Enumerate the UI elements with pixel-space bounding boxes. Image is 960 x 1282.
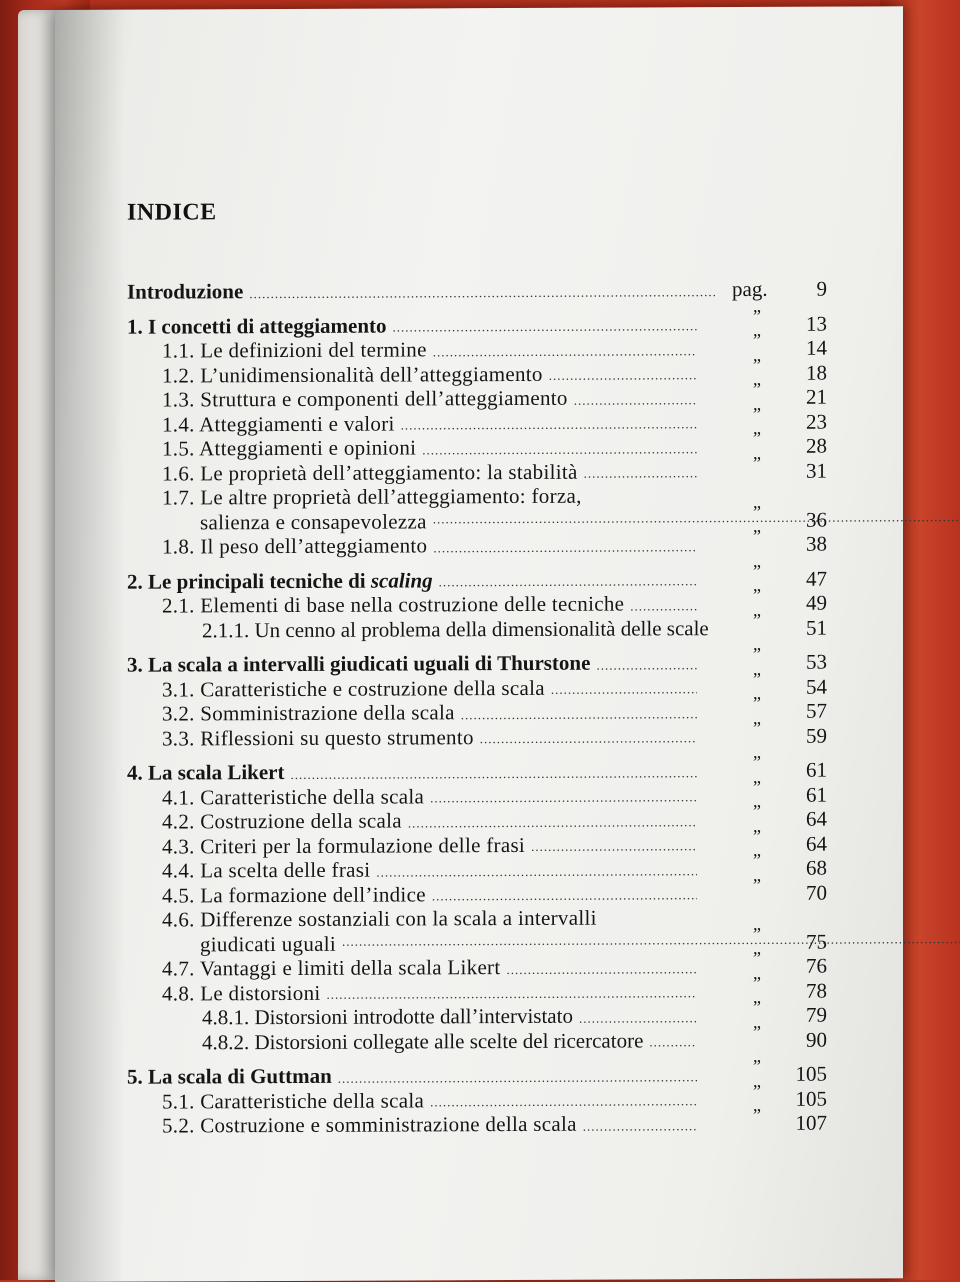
leader-dots <box>433 506 960 534</box>
ditto-mark: ” <box>753 560 761 581</box>
toc-entry-title: 3.3. Riflessioni su questo strumento <box>162 724 474 751</box>
toc-entry <box>127 378 827 412</box>
toc-entry <box>127 1021 827 1054</box>
toc-entry-title: 4.6. Differenze sostanziali con la scala a intervalli <box>162 905 597 932</box>
leader-dots <box>507 959 698 980</box>
toc-entry-title: 4.8.1. Distorsioni introdotte dall’intervistato <box>202 1003 573 1030</box>
toc-entry-title: 5.2. Costruzione e somministrazione della scala <box>162 1111 577 1138</box>
ditto-mark: ” <box>753 800 761 821</box>
toc-entry <box>127 972 827 1006</box>
ditto-mark: ” <box>753 378 761 399</box>
toc-entry-title: 2.1. Elementi di base nella costruzione delle tecniche <box>162 591 625 618</box>
page-number: 53 <box>806 649 827 674</box>
page-number: 64 <box>806 806 827 831</box>
ditto-mark: ” <box>753 874 761 895</box>
toc-entry-title: 1.1. Le definizioni del termine <box>162 337 427 363</box>
toc-entry-title: 1.8. Il peso dell’atteggiamento <box>162 533 428 559</box>
toc-entry-title: 4.4. La scelta delle frasi <box>162 857 371 883</box>
leader-dots <box>551 679 697 700</box>
leader-dots <box>439 571 697 592</box>
page-label: pag. <box>732 276 768 302</box>
page-number: 105 <box>795 1061 827 1086</box>
leader-dots <box>432 885 697 906</box>
leader-dots <box>291 763 698 785</box>
ditto-mark: ” <box>753 776 761 797</box>
toc-entry-title: 5.1. Caratteristiche della scala <box>162 1087 425 1114</box>
toc-entry-title: 4. La scala Likert <box>127 759 285 785</box>
ditto-mark: ” <box>753 501 761 522</box>
toc-entry-text <box>162 481 960 535</box>
toc-entry-title: 4.2. Costruzione della scala <box>162 808 402 834</box>
ditto-mark: ” <box>753 1080 761 1101</box>
toc-entry <box>127 996 827 1030</box>
toc-entry <box>127 1080 827 1114</box>
leader-dots <box>549 365 697 386</box>
toc-entry <box>127 483 827 535</box>
leader-dots <box>583 1116 697 1136</box>
toc-entry <box>127 354 827 388</box>
ditto-mark: ” <box>753 354 761 375</box>
page-number: 28 <box>806 433 827 458</box>
ditto-mark: ” <box>753 1104 761 1125</box>
toc-entry-title: 2. Le principali tecniche di scaling <box>127 567 433 594</box>
toc-entry <box>127 905 827 957</box>
ditto-mark: ” <box>753 996 761 1017</box>
page-number: 78 <box>806 978 827 1003</box>
page-number: 105 <box>795 1086 827 1111</box>
toc-entry-title: 3. La scala a intervalli giudicati uguali di Thurstone <box>127 650 591 677</box>
toc-entry-title: 1.3. Struttura e componenti dell’atteggiamento <box>162 385 568 412</box>
ditto-mark: ” <box>753 825 761 846</box>
leader-dots <box>430 1091 697 1112</box>
page-number: 79 <box>806 1002 827 1027</box>
toc-entry <box>127 609 827 642</box>
ditto-mark: ” <box>753 643 761 664</box>
leader-dots <box>376 861 697 882</box>
ditto-mark: ” <box>753 1021 761 1042</box>
ditto-mark: ” <box>753 452 761 473</box>
toc-entry <box>127 276 827 304</box>
toc-entry-title: 5. La scala di Guttman <box>127 1063 332 1089</box>
leader-dots <box>596 655 697 675</box>
toc-entry <box>127 525 827 559</box>
toc-entry-title: 3.2. Somministrazione della scala <box>162 700 455 726</box>
toc-entry <box>127 305 827 339</box>
page-number: 13 <box>806 311 827 336</box>
ditto-mark: ” <box>753 609 761 630</box>
table-of-contents <box>127 276 827 1138</box>
leader-dots <box>338 1067 697 1089</box>
leader-dots <box>574 390 697 411</box>
toc-entry <box>127 668 827 702</box>
leader-dots <box>480 728 697 749</box>
ditto-mark: ” <box>753 1055 761 1076</box>
toc-entry <box>127 403 827 437</box>
leader-dots <box>430 787 697 808</box>
toc-entry <box>127 849 827 883</box>
ditto-mark: ” <box>753 584 761 605</box>
toc-entry <box>127 1055 827 1089</box>
toc-entry-continuation <box>162 505 960 534</box>
toc-entry-title: 1.2. L’unidimensionalità dell’atteggiamento <box>162 361 543 388</box>
ditto-mark: ” <box>753 329 761 350</box>
page-number: 61 <box>806 782 827 807</box>
toc-entry-title: 1.7. Le altre proprietà dell’atteggiamento: forza, <box>162 483 582 510</box>
page-number: 14 <box>806 335 827 360</box>
leader-dots <box>630 596 697 616</box>
toc-entry-text <box>162 903 960 956</box>
toc-entry <box>127 584 827 618</box>
ditto-mark: ” <box>753 947 761 968</box>
toc-entry <box>127 751 827 785</box>
toc-entry-title: 3.1. Caratteristiche e costruzione della scala <box>162 675 545 702</box>
page-number: 57 <box>806 698 827 723</box>
page-number: 76 <box>806 953 827 978</box>
ditto-mark: ” <box>753 305 761 326</box>
leader-dots <box>401 414 697 435</box>
toc-entry <box>127 947 827 981</box>
book-page <box>55 6 903 1282</box>
page-number: 90 <box>806 1027 827 1052</box>
ditto-mark: ” <box>753 668 761 689</box>
toc-entry-title: 4.5. La formazione dell’indice <box>162 881 426 908</box>
leader-dots <box>433 341 697 362</box>
toc-entry <box>127 452 827 486</box>
toc-entry-title: 4.7. Vantaggi e limiti della scala Likert <box>162 955 501 981</box>
toc-entry <box>127 717 827 751</box>
page-number: 107 <box>795 1110 827 1135</box>
page-number: 54 <box>806 674 827 699</box>
leader-dots <box>249 282 717 304</box>
toc-entry-title-line2: giudicati uguali <box>200 931 337 956</box>
toc-entry-title: 1.5. Atteggiamenti e opinioni <box>162 435 417 461</box>
ditto-mark: ” <box>753 751 761 772</box>
toc-entry-continuation <box>162 928 960 957</box>
ditto-mark: ” <box>753 692 761 713</box>
toc-entry-title: 2.1.1. Un cenno al problema della dimensionalità delle scale <box>202 615 709 642</box>
ditto-mark: ” <box>753 923 761 944</box>
toc-entry <box>127 643 827 677</box>
toc-entry-title: 1.6. Le proprietà dell’atteggiamento: la stabilità <box>162 459 578 486</box>
page-title: INDICE <box>127 199 217 226</box>
leader-dots <box>408 812 697 833</box>
leader-dots <box>649 1032 697 1052</box>
ditto-mark: ” <box>753 525 761 546</box>
page-number: 21 <box>806 384 827 409</box>
leader-dots <box>433 537 697 558</box>
toc-entry <box>127 825 827 859</box>
page-number: 9 <box>816 276 827 301</box>
page-number: 49 <box>806 590 827 615</box>
ditto-mark: ” <box>753 849 761 870</box>
page-number: 18 <box>806 360 827 385</box>
page-gutter-shadow <box>55 10 125 1282</box>
ditto-mark: ” <box>753 717 761 738</box>
toc-entry <box>127 692 827 726</box>
page-number: 31 <box>806 458 827 483</box>
toc-entry-title: 4.8.2. Distorsioni collegate alle scelte del ricercatore <box>202 1027 644 1054</box>
ditto-mark: ” <box>753 972 761 993</box>
toc-entry-title: 4.3. Criteri per la formulazione delle frasi <box>162 832 526 859</box>
toc-entry-title: 4.1. Caratteristiche della scala <box>162 783 425 810</box>
page-number: 75 <box>806 929 827 954</box>
leader-dots <box>579 1008 697 1029</box>
page-number: 51 <box>806 615 827 640</box>
leader-dots <box>584 463 697 483</box>
toc-entry-title: 4.8. Le distorsioni <box>162 980 321 1006</box>
page-number: 47 <box>806 566 827 591</box>
toc-entry <box>127 329 827 363</box>
toc-entry <box>127 1104 827 1138</box>
page-number: 59 <box>806 723 827 748</box>
page-number: 68 <box>806 855 827 880</box>
toc-entry <box>127 560 827 594</box>
toc-entry-title: 1.4. Atteggiamenti e valori <box>162 411 395 437</box>
page-number: 70 <box>806 880 827 905</box>
toc-entry-italic: scaling <box>370 567 433 593</box>
leader-dots <box>393 316 697 337</box>
toc-entry <box>127 874 827 908</box>
leader-dots <box>422 439 697 460</box>
ditto-mark: ” <box>753 427 761 448</box>
toc-entry-title-line2: salienza e consapevolezza <box>200 508 427 534</box>
ditto-mark: ” <box>753 403 761 424</box>
page-number: 23 <box>806 409 827 434</box>
toc-entry <box>127 800 827 834</box>
page-number: 64 <box>806 831 827 856</box>
leader-dots <box>531 836 697 857</box>
leader-dots <box>342 928 960 956</box>
leader-dots <box>461 704 697 725</box>
toc-entry-title: Introduzione <box>127 279 244 304</box>
leader-dots <box>327 983 697 1005</box>
page-number: 38 <box>806 531 827 556</box>
toc-entry-title: 1. I concetti di atteggiamento <box>127 313 387 339</box>
page-number: 61 <box>806 757 827 782</box>
page-number: 36 <box>806 507 827 532</box>
toc-entry <box>127 776 827 810</box>
toc-entry <box>127 427 827 461</box>
